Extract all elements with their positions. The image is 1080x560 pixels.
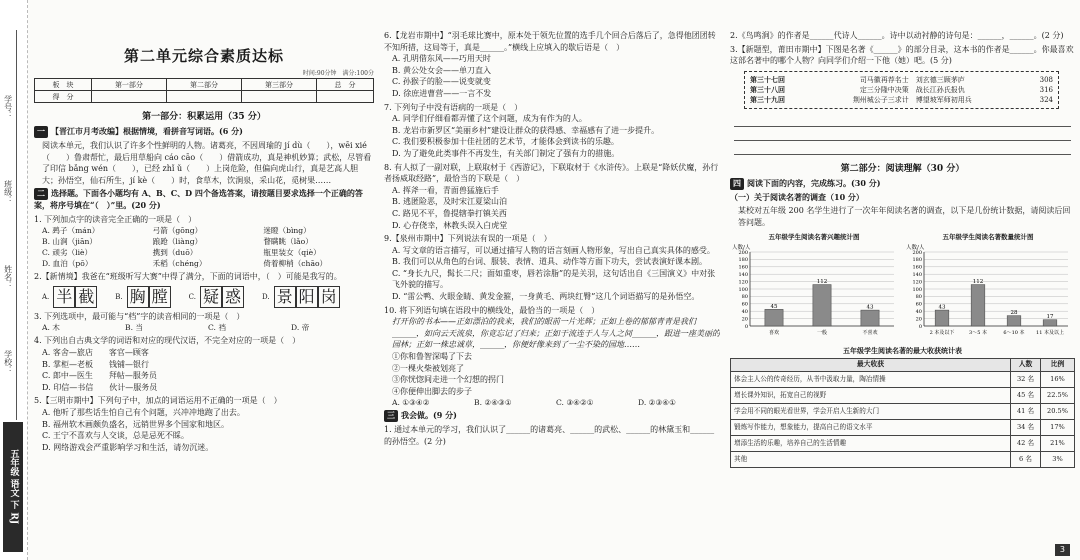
table-cell: 42 名 (1011, 436, 1041, 452)
choice-label[interactable]: A. (42, 292, 50, 301)
option[interactable]: D. 心存侥幸，林教头误入白虎堂 (392, 220, 508, 230)
q3-number: 三 (384, 410, 398, 422)
option[interactable]: D. 为了避免此类事件不再发生，有关部门制定了强有力的措施。 (392, 148, 620, 158)
table-cell: 增添生活的乐趣，培养自己的生活情趣 (731, 436, 1011, 452)
option[interactable]: A. ①③④② (392, 398, 430, 408)
y-tick-label: 40 (915, 309, 922, 316)
binding-label-name: 姓名： (3, 265, 13, 289)
choice-label[interactable]: C. (188, 292, 196, 301)
option[interactable]: B. 黄公处女会——单刀直入 (392, 65, 491, 75)
option[interactable]: C. “身长九尺，髯长二尺；面如重枣，唇若涂脂”的是关羽，这句话出自《三国演义》中对张飞外貌的描写。 (392, 268, 716, 290)
q2-4-options (34, 347, 374, 393)
chart-title: 五年级学生阅读名著数量统计图 (942, 232, 1034, 241)
option[interactable]: A. 他听了那些话生怕自己有个问题，兴冲冲地跑了出去。 (42, 407, 245, 417)
y-tick-label: 200 (912, 249, 922, 256)
table-cell: 锻炼写作能力，想象能力，提高自己的语文水平 (731, 420, 1011, 436)
q4-subheading: （一）关于阅读名著的调查（10 分） (730, 191, 864, 202)
toc-page: 316 (1039, 85, 1053, 94)
option[interactable]: C. 孙猴子的脸——说变就变 (392, 77, 491, 87)
table-cell: 34 名 (1011, 420, 1041, 436)
option[interactable]: D. 帝 (291, 323, 310, 333)
option: 弓箭（gōng） (152, 226, 203, 236)
toc-title: 定三分隆中决策 战长江孙氏报仇 (859, 85, 965, 94)
y-tick-label: 40 (741, 309, 748, 316)
x-tick-label: 不喜欢 (862, 330, 878, 337)
y-tick-label: 140 (738, 272, 748, 279)
toc-title: 荆州城公子三求计 博望坡军师初用兵 (852, 96, 972, 105)
q4-number: 四 (730, 178, 744, 190)
bar (1043, 320, 1057, 326)
grid-char: 阳 (296, 286, 318, 308)
column-left (34, 0, 374, 560)
exam-meta: 时间:90分钟 满分:100分 (302, 69, 374, 77)
y-axis-label: 人数/人 (732, 245, 751, 252)
option[interactable]: C. 我们要积极参加十佳社团的艺术节，才能体会到读书的乐趣。 (392, 137, 619, 147)
q2-7-options (384, 113, 720, 159)
toc-row (750, 95, 1053, 105)
y-axis-label: 人数/人 (906, 245, 925, 252)
q1-heading (34, 126, 374, 138)
score-cell[interactable] (91, 91, 166, 103)
q2-heading (34, 188, 374, 211)
q2-8-stem: 8. 有人拟了一副对联，上联取材于《西游记》，下联取材于《水浒传》。上联是“降妖伏魔，孙行者扬威取经路”，最恰当的下联是（ ） (384, 162, 719, 184)
q2-head-text: 选择题。下面各小题均有 A、B、C、D 四个备选答案，请按题目要求选择一个正确的答案，将序号填在“（ ）”里。(20 分) (34, 188, 363, 211)
part2-title: 第二部分：阅读理解（30 分） (840, 164, 965, 175)
y-tick-label: 160 (738, 264, 748, 271)
score-cell[interactable] (317, 91, 374, 103)
table-row (731, 436, 1075, 452)
bar (813, 285, 831, 326)
score-row-label: 得 分 (35, 91, 92, 103)
q2-2-stem: 2.【新情境】我爸在“班级听写大赛”中得了满分，下面的词语中，（ ）可能是我写的。 (34, 272, 342, 282)
binding-grade-label: 五年级 语文 下 RJ (3, 422, 23, 552)
grid-char: 半 (53, 286, 75, 308)
score-table (34, 78, 374, 103)
y-tick-label: 180 (912, 257, 922, 264)
part1-title: 第一部分：积累运用（35 分） (142, 112, 266, 123)
y-tick-label: 20 (915, 316, 922, 323)
answer-line[interactable] (734, 113, 1071, 127)
table-cell: 6 名 (1011, 452, 1041, 468)
y-tick-label: 20 (741, 316, 748, 323)
bar-value-label: 28 (1010, 310, 1018, 317)
bar-value-label: 17 (1046, 314, 1054, 321)
bar-value-label: 112 (816, 279, 828, 286)
option[interactable]: B. 当 (125, 323, 144, 333)
option[interactable]: D. 印信—书信 伙计—服务员 (42, 382, 158, 392)
option[interactable]: D. “雷公鸭、火眼金睛、黄发金箍，一身黄毛、两块红臀”这几个词语描写的是孙悟空。 (392, 292, 700, 302)
y-tick-label: 100 (738, 286, 748, 293)
column-middle (384, 0, 720, 560)
option[interactable]: A. 鹀子（mán） (42, 226, 100, 236)
option[interactable]: C. 裆 (208, 323, 226, 333)
option: 迷瞪（bìng） (263, 226, 311, 236)
table-row (731, 404, 1075, 420)
binding-label-class: 班级： (3, 180, 13, 204)
bar (765, 309, 783, 326)
q2-6-options (384, 53, 720, 99)
q2-5-options (34, 407, 374, 453)
table-cell: 17% (1041, 420, 1075, 436)
q3-line3: 3.【新题型，莆田市期中】下图是名著《______》的部分目录，这本书的作者是______。你最喜欢这部名著中的哪个人物？向同学们介绍一下他（她）吧。(5 分) (730, 44, 1074, 66)
score-header: 总 分 (317, 79, 374, 91)
option[interactable]: B. 我们可以从角色的台词、服装、表情、道具、动作等方面下功夫，尝试表演好课本剧。 (392, 257, 707, 267)
grid-char: 惑 (222, 286, 244, 308)
option[interactable]: C. ③④②① (556, 398, 594, 408)
q2-10-items (384, 351, 720, 397)
option[interactable]: C. 王宁不喜欢与人交谈，总是忌死不睬。 (42, 431, 189, 441)
toc-row (750, 85, 1053, 95)
score-header: 板 块 (35, 79, 92, 91)
table-cell: 22.5% (1041, 388, 1075, 404)
option[interactable]: C. 路见不平，鲁提辖拳打镇关西 (392, 208, 507, 218)
binding-cut-line (16, 30, 17, 420)
table-cell: 20.5% (1041, 404, 1075, 420)
option: 踉跄（liàng） (152, 237, 203, 247)
sentence-item: ③你恍惚间走进一个幻想的拐门 (392, 375, 504, 385)
table-cell: 45 名 (1011, 388, 1041, 404)
x-tick-label: 喜欢 (768, 330, 780, 337)
y-tick-label: 120 (912, 279, 922, 286)
option[interactable]: B. 逃匿险恶，及时宋江夏梁山泊 (392, 197, 507, 207)
choice-label[interactable]: D. (262, 292, 270, 301)
q4-head-text: 阅读下面的内容，完成练习。(30 分) (747, 178, 881, 189)
grid-char: 景 (274, 286, 296, 308)
y-tick-label: 140 (912, 272, 922, 279)
option: 携到（duō） (152, 248, 198, 258)
y-tick-label: 0 (918, 323, 922, 330)
charts-row (730, 233, 1075, 342)
q2-6-stem: 6.【龙岩市期中】“羽毛球比赛中，原本处于领先位置的选手几个回合后落后了，急得他团团转不知所措，这局等于，真是______。”横线上应填入的歇后语是（ ） (384, 31, 716, 52)
y-tick-label: 200 (738, 249, 748, 256)
toc-chapter: 第三十九回 (750, 95, 785, 105)
q1-text: 阅读本单元，我们认识了许多个性鲜明的人物。诸葛亮，不因周瑜的 jí dù（ ），wēi xié（ ）鲁肃帮忙，最后用草船向 cáo cāo（ ）借箭成功，真是神机妙算；武松，尽管看了印信 bǎng wén（ ），已经 zhǐ ǔ（ ）上岗危险，但偏向虎山行，真是艺高人胆大；孙悟空，仙石所生，jí kè（ ）时，食草木，饮涧泉，采山花，觅树果…… (42, 141, 372, 185)
answer-line[interactable] (734, 141, 1071, 155)
binding-label-student-id: 学号： (3, 95, 13, 119)
grid-char: 膛 (149, 286, 171, 308)
y-tick-label: 80 (915, 294, 922, 301)
q2-9-options (384, 245, 720, 303)
x-tick-label: 3～5 本 (969, 330, 987, 337)
table-cell: 41 名 (1011, 404, 1041, 420)
option[interactable]: A. 同学们仔细看都弄懂了这个问题，成为有作为的人。 (392, 114, 587, 124)
q2-9-stem: 9.【泉州市期中】下列说法有误的一项是（ ） (384, 234, 552, 244)
q2-3-options (34, 322, 374, 333)
option: 倚着柳梢（chāo） (263, 259, 328, 269)
option[interactable]: B. 掌柜—老板 钱铺—银行 (42, 359, 149, 369)
score-header: 第三部分 (241, 79, 316, 91)
q3-line2: 2.《鸟鸣涧》的作者是______代诗人______。诗中以动衬静的诗句是：______，______。(2 分) (730, 31, 1064, 40)
binding-strip (0, 0, 28, 560)
reasons-table (730, 358, 1075, 468)
interest-chart (730, 233, 898, 342)
grid-word (127, 286, 171, 308)
x-tick-label: 11 本及以上 (1036, 330, 1064, 337)
bar-value-label: 112 (972, 279, 984, 286)
toc-title: 司马徽再荐名士 刘玄德三顾茅庐 (859, 75, 965, 84)
bar (1007, 316, 1021, 326)
count-chart-svg (904, 242, 1072, 342)
q2-number: 二 (34, 188, 48, 200)
toc-chapter: 第三十七回 (750, 74, 785, 84)
option[interactable]: D. 徐庶进曹营——一言不发 (392, 88, 492, 98)
bar-value-label: 43 (866, 304, 874, 311)
grid-char: 岗 (318, 286, 340, 308)
option[interactable]: D. 网络游戏会严重影响学习和生活，请勿沉迷。 (42, 442, 214, 452)
option[interactable]: B. 福州软木画颇负盛名，远销世界多个国家和地区。 (42, 419, 229, 429)
score-header: 第二部分 (166, 79, 241, 91)
table-cell: 32 名 (1011, 372, 1041, 388)
grid-word (53, 286, 97, 308)
toc-page: 324 (1039, 96, 1053, 105)
grid-char: 胸 (127, 286, 149, 308)
choice-label[interactable]: B. (115, 292, 123, 301)
grid-word (200, 286, 244, 308)
y-tick-label: 80 (741, 294, 748, 301)
y-tick-label: 180 (738, 257, 748, 264)
page-title: 第二单元综合素质达标 (123, 47, 284, 65)
binding-label-school: 学校： (3, 350, 13, 374)
option[interactable]: A. 写文章的语言描写，可以通过描写人物的语言刻画人物形象，写出自己真实具体的感受。 (392, 245, 715, 255)
option[interactable]: A. 孔明借东风——巧用天时 (392, 54, 491, 64)
sentence-item: ②一棵火柴被划亮了 (392, 363, 464, 373)
score-cell[interactable] (166, 91, 241, 103)
y-tick-label: 100 (912, 286, 922, 293)
q3-line1: 1. 通过本单元的学习，我们认识了______的诸葛亮、______的武松、______的林黛玉和______的孙悟空。(2 分) (384, 425, 715, 446)
table-header: 人数 (1011, 359, 1041, 372)
table-cell: 增长课外知识，拓宽自己的视野 (731, 388, 1011, 404)
q2-10-options (384, 397, 720, 408)
table-cell: 学会用不同的眼光看世界，学会开启人生新的大门 (731, 404, 1011, 420)
chart-title: 五年级学生阅读名著兴趣统计图 (768, 232, 860, 241)
q3-heading (384, 410, 720, 422)
table-cell: 体会主人公的传奇经历，从书中汲取力量，陶冶情操 (731, 372, 1011, 388)
table-cell: 16% (1041, 372, 1075, 388)
q2-3-stem: 3. 下列选项中，最可能与“档”字的读音相同的一项是（ ） (34, 311, 245, 321)
q1-number: 一 (34, 126, 48, 138)
answer-line[interactable] (734, 127, 1071, 141)
table-row (731, 452, 1075, 468)
grid-char: 截 (75, 286, 97, 308)
bar (861, 310, 879, 326)
x-tick-label: 2 本及以下 (929, 330, 955, 337)
y-tick-label: 60 (741, 301, 748, 308)
option[interactable]: A. 挥斧一看，青面兽猛施后手 (392, 185, 499, 195)
q2-5-stem: 5.【三明市期中】下列句子中，加点的词语运用不正确的一项是（ ） (34, 396, 282, 406)
option[interactable]: B. 龙岩市新罗区“美丽乡村”建设让群众的获得感、幸福感有了进一步提升。 (392, 125, 660, 135)
y-tick-label: 60 (915, 301, 922, 308)
bar (971, 285, 985, 326)
bar-value-label: 43 (938, 304, 946, 311)
q2-4-stem: 4. 下列出自古典文学的词语和对应的现代汉语，不完全对应的一项是（ ） (34, 336, 301, 346)
interest-chart-svg (730, 242, 898, 342)
q2-7-stem: 7. 下列句子中没有语病的一项是（ ） (384, 102, 523, 112)
option: 瞀瞒眺（lǎo） (263, 237, 313, 247)
table-header: 比例 (1041, 359, 1075, 372)
toc-page: 308 (1039, 75, 1053, 84)
option: 瓶里装女（qiè） (263, 248, 321, 258)
count-chart (904, 233, 1072, 342)
score-header: 第一部分 (91, 79, 166, 91)
q4-text: 某校对五年级 200 名学生进行了一次年年阅读名著的调查，以下是几份统计数据，请阅读后回答问题。 (738, 206, 1071, 228)
q2-10-passage: 打开你的书本——正如漂泊的我来，我们的眼前一片光辉；正如上卷的郁郁青青是我们______，如向云天流泉，你竟忘记了归来；正如于流连于人与人之间______，跟进一座美丽的园林；正如一株忠诚草，______，你便好像来到了一尘不染的园地…… (392, 317, 720, 350)
q2-2-choices (34, 286, 374, 308)
toc-row (750, 75, 1053, 85)
table-header: 最大收获 (731, 359, 1011, 372)
table-row (731, 372, 1075, 388)
option[interactable]: D. 血泊（pō） (42, 259, 93, 269)
bar-value-label: 45 (770, 303, 778, 310)
x-tick-label: 6～10 本 (1003, 330, 1025, 337)
q2-8-options (384, 185, 720, 231)
q2-10-stem: 10. 将下列语句填在语段中的横线处，最恰当的一项是（ ） (384, 305, 600, 315)
score-cell[interactable] (241, 91, 316, 103)
toc-chapter: 第三十八回 (750, 84, 785, 94)
q3-head-text: 我会做。(9 分) (401, 410, 457, 421)
q2-1-options (34, 225, 374, 269)
option[interactable]: A. 客舍—旅店 客官—顾客 (42, 348, 149, 358)
q4-heading (730, 178, 1075, 190)
q1-head-text: 【晋江市月考改编】根据情境，看拼音写词语。(6 分) (51, 126, 243, 137)
grid-char: 疑 (200, 286, 222, 308)
option[interactable]: C. 顽劣（liè） (42, 248, 93, 258)
grid-word (274, 286, 340, 308)
table-cell: 21% (1041, 436, 1075, 452)
table-cell: 3% (1041, 452, 1075, 468)
table-cell: 其他 (731, 452, 1011, 468)
bar (935, 310, 949, 326)
table-row (731, 388, 1075, 404)
q2-1-stem: 1. 下列加点字的读音完全正确的一项是（ ） (34, 214, 197, 224)
table-row (731, 420, 1075, 436)
option: 禾稻（chéng） (152, 259, 207, 269)
option[interactable]: A. 木 (42, 323, 60, 333)
option[interactable]: C. 郎中—医生 拜帖—服务员 (42, 371, 157, 381)
table-of-contents (744, 71, 1059, 109)
page-number: 3 (1055, 544, 1070, 556)
column-right (730, 0, 1075, 560)
y-tick-label: 160 (912, 264, 922, 271)
option[interactable]: B. ②④③① (474, 398, 512, 408)
reasons-table-title: 五年级学生阅读名著的最大收获统计表 (843, 346, 962, 356)
sentence-item: ①你和鲁智深喝了下去 (392, 352, 472, 362)
y-tick-label: 0 (744, 323, 748, 330)
option[interactable]: D. ②③④① (638, 398, 676, 408)
sentence-item: ④你便伸出脚去的步子 (392, 386, 472, 396)
option[interactable]: B. 山涧（jiān） (42, 237, 97, 247)
x-tick-label: 一般 (816, 330, 828, 337)
y-tick-label: 120 (738, 279, 748, 286)
